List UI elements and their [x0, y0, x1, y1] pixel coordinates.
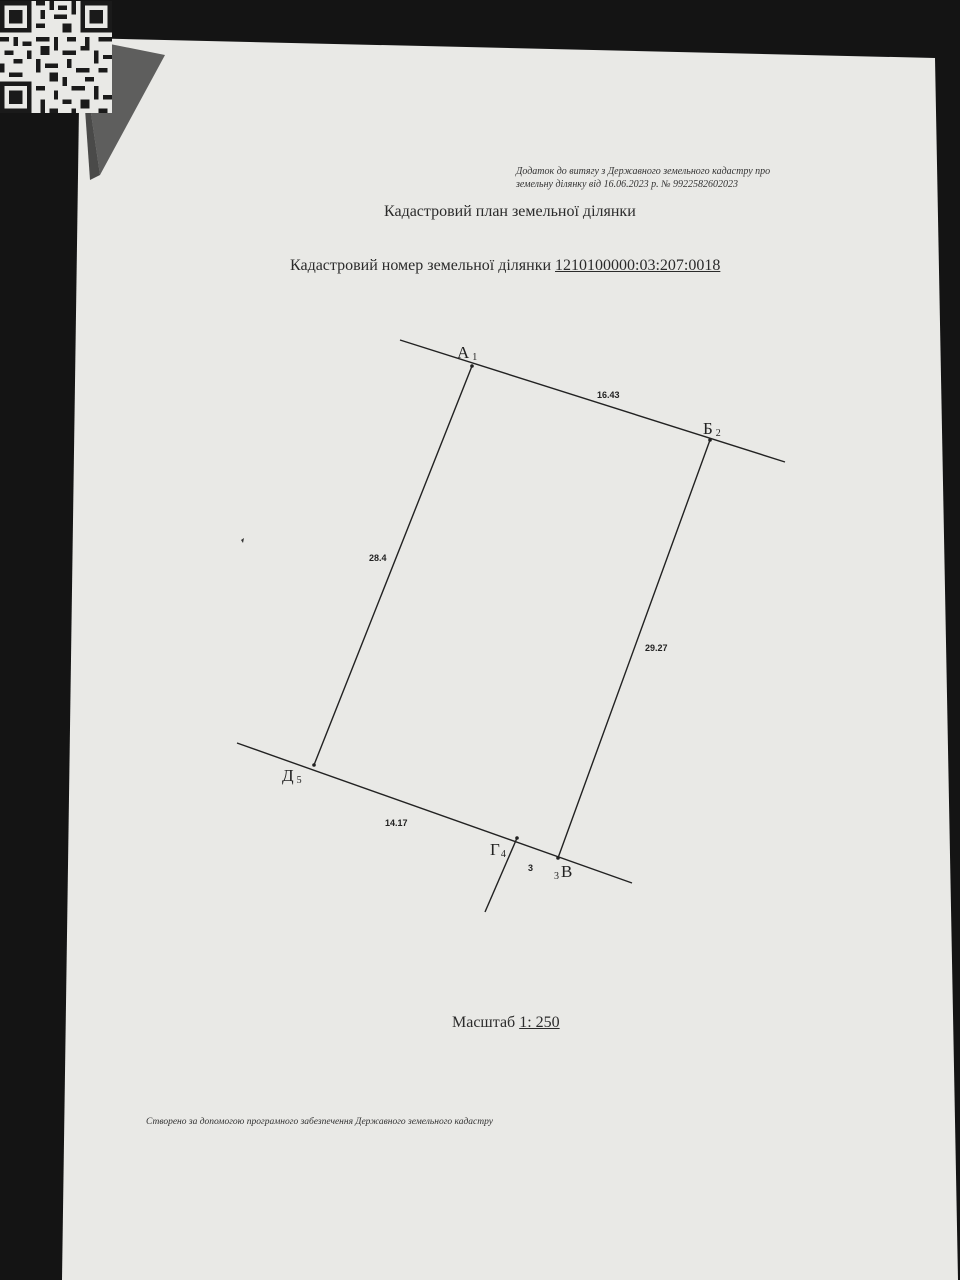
page-title: Кадастровий план земельної ділянки — [384, 203, 636, 220]
cadastral-number: 1210100000:03:207:0018 — [555, 257, 721, 274]
header-note-line-1: Додаток до витягу з Державного земельного кадастру про — [516, 166, 771, 177]
length-g-v: 3 — [528, 863, 534, 873]
point-v-index: 3 — [554, 871, 559, 882]
point-g-letter: Г — [490, 840, 500, 859]
length-a-d: 28.4 — [369, 553, 387, 563]
length-b-v: 29.27 — [645, 643, 668, 653]
length-d-g: 14.17 — [385, 818, 408, 828]
point-b-letter: Б — [703, 419, 713, 438]
point-g-index: 4 — [500, 849, 506, 860]
scale-label: Масштаб — [452, 1014, 516, 1031]
point-d-index: 5 — [296, 775, 302, 786]
footer-note: Створено за допомогою програмного забезпечення Державного земельного кадастру — [146, 1117, 493, 1127]
point-a-letter: А — [457, 343, 470, 362]
cadastral-number-label: Кадастровий номер земельної ділянки — [290, 257, 552, 274]
point-v-letter: В — [561, 862, 573, 881]
scale-value: 1: 250 — [519, 1014, 560, 1031]
point-a-index: 1 — [472, 352, 478, 363]
header-note-line-2: земельну ділянку від 16.06.2023 р. № 9922582602023 — [516, 179, 739, 190]
point-d-letter: Д — [282, 766, 294, 785]
point-b-index: 2 — [715, 428, 721, 439]
length-a-b: 16.43 — [597, 390, 620, 400]
